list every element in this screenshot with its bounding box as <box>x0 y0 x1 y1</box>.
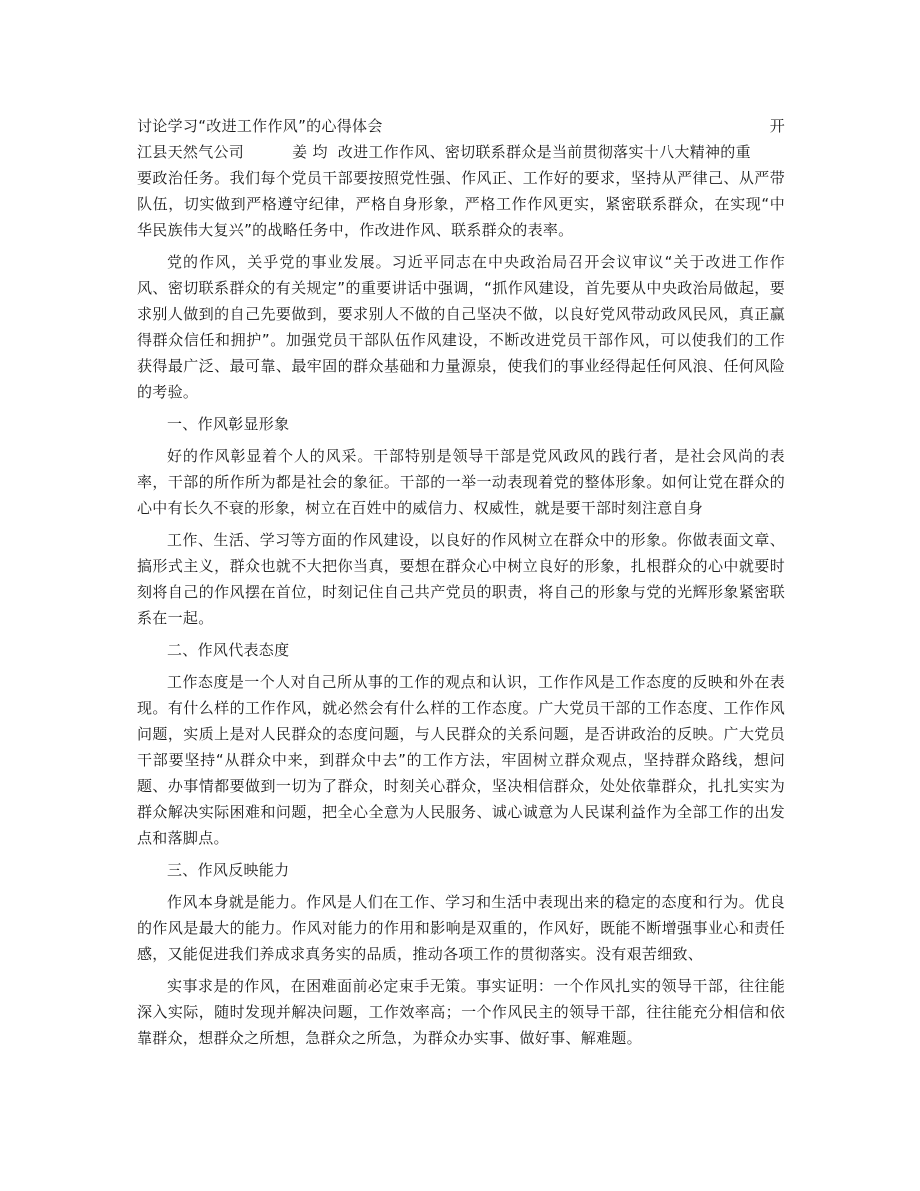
paragraph-3: 好的作风彰显着个人的风采。干部特别是领导干部是党风政风的践行者，是社会风尚的表率，干部的所作所为都是社会的象征。干部的一举一动表现着党的整体形象。如何让党在群众的心中有长久不衰的形象，树立在百姓中的威信力、权威性，就是要干部时刻注意自身 <box>137 447 785 517</box>
header-line <box>137 113 785 139</box>
paragraph-6: 作风本身就是能力。作风是人们在工作、学习和生活中表现出来的稳定的态度和行为。优良的作风是最大的能力。作风对能力的作用和影响是双重的，作风好，既能不断增强事业心和责任感，又能促进我们养成求真务实的品质，推动各项工作的贯彻落实。没有艰苦细致、 <box>137 893 785 963</box>
county-first-char: 开 <box>769 117 785 135</box>
paragraph-1: 要政治任务。我们每个党员干部要按照党性强、作风正、工作好的要求，坚持从严律己、从严带队伍，切实做到严格遵守纪律，严格自身形象，严格工作作风更实，紧密联系群众，在实现“中华民族伟大复兴”的战略任务中，作改进作风、联系群众的表率。 <box>137 169 785 239</box>
paragraph-4: 工作、生活、学习等方面的作风建设，以良好的作风树立在群众中的形象。你做表面文章、搞形式主义，群众也就不大把你当真，要想在群众心中树立良好的形象，扎根群众的心中就要时刻将自己的作风摆在首位，时刻记住自己共产党员的职责，将自己的形象与党的光辉形象紧密联系在一起。 <box>137 531 785 627</box>
paragraph-5: 工作态度是一个人对自己所从事的工作的观点和认识，工作作风是工作态度的反映和外在表现。有什么样的工作作风，就必然会有什么样的工作态度。广大党员干部的工作态度、工作作风问题，实质上是对人民群众的态度问题，与人民群众的关系问题，是否讲政治的反映。广大党员干部要坚持“从群众中来，到群众中去”的工作方法，牢固树立群众观点，坚持群众路线，想问题、办事情都要做到一切为了群众，时刻关心群众，坚决相信群众，处处依靠群众，扎扎实实为群众解决实际困难和问题，把全心全意为人民服务、诚心诚意为人民谋利益作为全部工作的出发点和落脚点。 <box>137 673 785 847</box>
section-title-1: 一、作风彰显形象 <box>167 415 290 433</box>
document-title: 讨论学习“改进工作作风”的心得体会 <box>137 117 383 135</box>
section-title-2: 二、作风代表态度 <box>167 641 290 659</box>
section-title-3: 三、作风反映能力 <box>167 861 290 879</box>
paragraph-2: 党的作风，关乎党的事业发展。习近平同志在中央政治局召开会议审议“关于改进工作作风、密切联系群众的有关规定”的重要讲话中强调，“抓作风建设，首先要从中央政治局做起，要求别人做到的自己先要做到，要求别人不做的自己坚决不做，以良好党风带动政风民风，真正赢得群众信任和拥护”。加强党员干部队伍作风建设，不断改进党员干部作风，可以使我们的工作获得最广泛、最可靠、最牢固的群众基础和力量源泉，使我们的事业经得起任何风浪、任何风险的考验。 <box>137 253 785 401</box>
paragraph-7: 实事求是的作风，在困难面前必定束手无策。事实证明：一个作风扎实的领导干部，往往能深入实际，随时发现并解决问题，工作效率高；一个作风民主的领导干部，往往能充分相信和依靠群众，想群众之所想，急群众之所急，为群众办实事、做好事、解难题。 <box>137 977 785 1047</box>
document-page <box>137 113 785 1057</box>
company-name: 江县天然气公司 <box>137 143 245 161</box>
author-name: 姜 均 <box>292 143 328 161</box>
header-second-line <box>137 139 785 165</box>
intro-text: 改进工作作风、密切联系群众是当前贯彻落实十八大精神的重 <box>337 143 751 161</box>
